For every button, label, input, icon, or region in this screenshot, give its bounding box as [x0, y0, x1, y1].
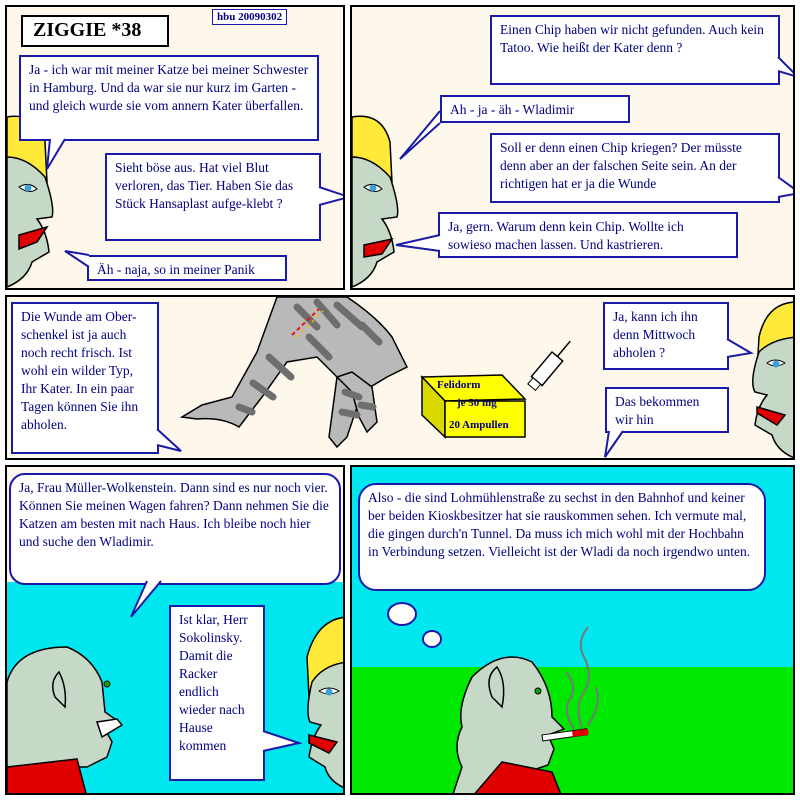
syringe-icon	[526, 337, 575, 392]
panel-5	[350, 465, 795, 795]
medicine-box-brand: Felidorm	[437, 379, 481, 391]
speech-bubble-vet-6: Ja, Frau Müller-Wolkenstein. Dann sind es nur noch vier. Können Sie meinen Wagen fahren? Dann nehmen Sie die Katzen am besten mit nach Haus. Ich bleibe noch hier und suche den Wladimir.	[9, 473, 341, 585]
panel-3	[5, 295, 795, 460]
speech-bubble-woman-2: Äh - naja, so in meiner Panik	[87, 255, 287, 281]
speech-bubble-vet-4: Die Wunde am Ober-schenkel ist ja auch noch recht frisch. Ist wohl ein wilder Typ, Ihr Kater. In ein paar Tagen können Sie ihn abholen.	[11, 302, 159, 454]
speech-bubble-vet-5: Das bekommen wir hin	[605, 387, 729, 433]
bubble-tail	[394, 111, 444, 171]
speech-bubble-vet-2: Einen Chip haben wir nicht gefunden. Auch kein Tatoo. Wie heißt der Kater denn ?	[490, 15, 780, 85]
comic-date: hbu 20090302	[212, 9, 287, 25]
speech-bubble-vet-1: Sieht böse aus. Hat viel Blut verloren, das Tier. Haben Sie das Stück Hansaplast aufge-klebt ?	[105, 153, 321, 241]
speech-bubble-woman-5: Ja, kann ich ihn denn Mittwoch abholen ?	[603, 302, 729, 370]
bubble-tail	[263, 729, 303, 759]
bubble-tail	[319, 185, 345, 215]
speech-bubble-woman-4: Ja, gern. Warum denn kein Chip. Wollte ich sowieso machen lassen. Und kastrieren.	[438, 212, 738, 258]
speech-bubble-woman-3: Ah - ja - äh - Wladimir	[440, 95, 630, 123]
medicine-box-count: 20 Ampullen	[449, 419, 509, 431]
bubble-tail	[127, 581, 167, 621]
bubble-tail	[392, 229, 442, 269]
speech-bubble-vet-3: Soll er denn einen Chip kriegen? Der müsste denn aber an der falschen Seite sein. An der richtigen hat er ja die Wunde	[490, 133, 780, 203]
speech-bubble-woman-6: Ist klar, Herr Sokolinsky. Damit die Racker endlich wieder nach Hause kommen	[169, 605, 265, 781]
bubble-tail	[45, 139, 85, 179]
bubble-tail	[727, 339, 757, 369]
thought-bubble-vet: Also - die sind Lohmühlenstraße zu sechst in den Bahnhof und keiner ber beiden Kioskbesitzer hat sie rauskommen sehen. Ich vermute mal, die gingen durch'n Tunnel. Da muss ich mich wohl mit der Hochbahn in Verbindung setzen. Vielleicht ist der Wladi da noch irgendwo unten.	[358, 483, 766, 591]
medicine-box-dose: je 50 mg	[457, 397, 497, 409]
panel-1	[5, 5, 345, 290]
bubble-tail	[778, 57, 795, 87]
bubble-tail	[778, 177, 795, 207]
bubble-tail	[605, 431, 635, 460]
comic-title: ZIGGIE *38	[21, 15, 169, 47]
bubble-tail	[157, 429, 187, 459]
panel-2	[350, 5, 795, 290]
speech-bubble-woman-1: Ja - ich war mit meiner Katze bei meiner Schwester in Hamburg. Und da war sie nur kurz im Garten - und gleich wurde sie vom annern Kater überfallen.	[19, 55, 319, 141]
bubble-tail	[63, 247, 93, 277]
panel-4	[5, 465, 345, 795]
